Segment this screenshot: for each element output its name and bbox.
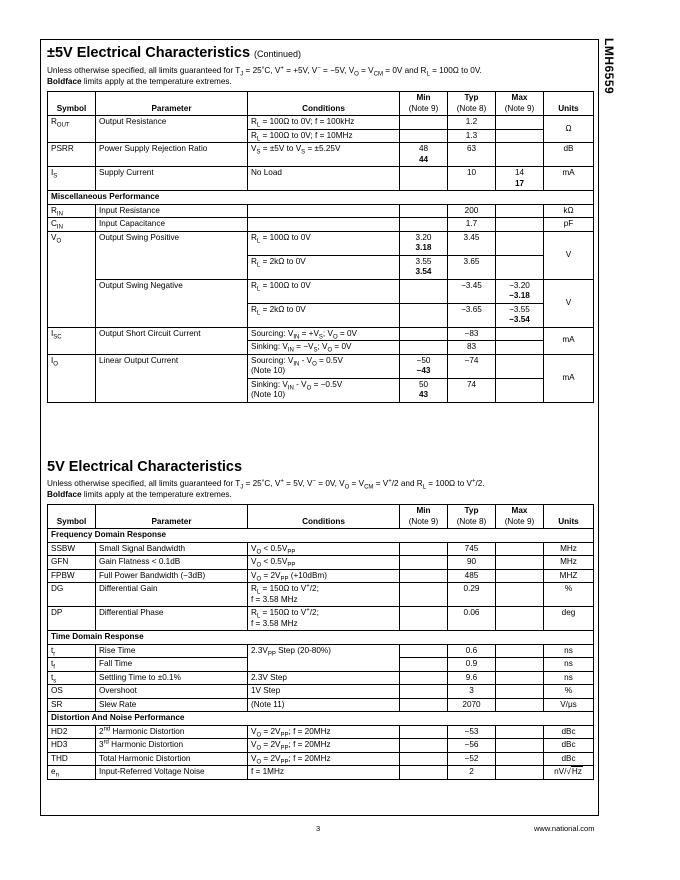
table-row: DG Differential Gain $R_L = 150\Omega$ to V+/2; f = 3.58 MHz 0.29 %	[48, 583, 594, 607]
table-row: $R_{OUT}$ Output Resistance $R_L = 100\Omega$ to 0V; f = 100kHz 1.2 Ω	[48, 116, 594, 130]
table-row: $t_s$ Settling Time to ±0.1% 2.3V Step 9.6 ns	[48, 671, 594, 685]
section-intro: Unless otherwise specified, all limits guaranteed for $T_J$ = 25˚C, V+ = 5V, V− = 0V, $V_O = V_{CM} = V^+/2$ and $R_L = 100\Omega$ to V+/2. Boldface limits apply at the temperature extremes.	[47, 478, 485, 499]
section-title: ±5V Electrical Characteristics (Continued)	[47, 45, 302, 61]
table-row: SSBW Small Signal Bandwidth $V_O < 0.5V_{PP}$ 745 MHz	[48, 542, 594, 556]
side-part-number: LMH6559	[602, 38, 616, 95]
table-row: DP Differential Phase $R_L = 150\Omega$ to V+/2; f = 3.58 MHz 0.06 deg	[48, 607, 594, 631]
table-header: Symbol Parameter Conditions Min (Note 9) Typ (Note 8) Max (Note 9) Units	[48, 505, 594, 529]
section-5v-single	[47, 459, 593, 780]
table-row: FPBW Full Power Bandwidth (−3dB) $V_O = 2V_{PP}$ (+10dBm) 485 MHZ	[48, 569, 594, 583]
group-header: Distortion And Noise Performance	[48, 712, 594, 726]
table-row: $R_L = 2k\Omega$ to 0V 3.55 3.54 3.65	[48, 255, 594, 279]
section-title: 5V Electrical Characteristics	[47, 459, 243, 475]
table-row: THD Total Harmonic Distortion $V_O = 2V_{PP}$; f = 20MHz −52 dBc	[48, 752, 594, 766]
table-row: PSRR Power Supply Rejection Ratio $V_S = \pm 5V$ to $V_S = \pm 5.25V$ 48 44 63 dB	[48, 143, 594, 167]
table-row: GFN Gain Flatness < 0.1dB $V_O < 0.5V_{PP}$ 90 MHz	[48, 556, 594, 570]
table-row: $I_O$ Linear Output Current Sourcing: $V_{IN} - V_O = 0.5V$ (Note 10) −50 −43 −74 mA	[48, 354, 594, 378]
table-row: $I_{SC}$ Output Short Circuit Current Sourcing: $V_{IN} = +V_S$; $V_O = 0V$ −83 mA	[48, 327, 594, 341]
section-intro: Unless otherwise specified, all limits guaranteed for $T_J$ = 25˚C, V+ = +5V, V− = −5V, $V_O = V_{CM} = 0V$ and $R_L = 100\Omega$ to 0V. Boldface limits apply at the temperature extremes.	[47, 65, 482, 86]
group-header: Miscellaneous Performance	[48, 191, 594, 205]
table-row: $t_r$ Rise Time $2.3V_{PP}$ Step (20-80%) 0.6 ns	[48, 644, 594, 658]
footer-website: www.national.com	[534, 824, 595, 833]
table-header: Symbol Parameter Conditions Min (Note 9) Typ (Note 8) Max (Note 9) Units	[48, 92, 594, 116]
section-5v-dual	[47, 45, 593, 403]
table-row: Sinking: $V_{IN} - V_O = -0.5V$ (Note 10) 50 43 74	[48, 378, 594, 402]
table-row: HD2 2nd Harmonic Distortion $V_O = 2V_{PP}$; f = 20MHz −53 dBc	[48, 725, 594, 739]
table-row: Sinking: $V_{IN} = -V_S$; $V_O = 0V$ 83	[48, 341, 594, 355]
table-row: SR Slew Rate (Note 11) 2070 V/μs	[48, 698, 594, 712]
table-row: Output Swing Negative $R_L = 100\Omega$ to 0V −3.45 −3.20 −3.18 V	[48, 279, 594, 303]
table-row: $e_n$ Input-Referred Voltage Noise f = 1MHz 2 nV/√Hz	[48, 766, 594, 780]
table-row: $I_S$ Supply Current No Load 10 14 17 mA	[48, 167, 594, 191]
spec-table-1	[47, 91, 594, 403]
group-header: Frequency Domain Response	[48, 529, 594, 543]
table-row: $R_L = 100\Omega$ to 0V; f = 10MHz 1.3	[48, 129, 594, 143]
table-row: $V_O$ Output Swing Positive $R_L = 100\Omega$ to 0V 3.20 3.18 3.45 V	[48, 231, 594, 255]
spec-table-2	[47, 504, 594, 780]
table-row: $R_L = 2k\Omega$ to 0V −3.65 −3.55 −3.54	[48, 303, 594, 327]
table-row: $C_{IN}$ Input Capacitance 1.7 pF	[48, 218, 594, 232]
table-row: HD3 3rd Harmonic Distortion $V_O = 2V_{PP}$; f = 20MHz −56 dBc	[48, 739, 594, 753]
table-row: OS Overshoot 1V Step 3 %	[48, 685, 594, 699]
table-row: $R_{IN}$ Input Resistance 200 kΩ	[48, 204, 594, 218]
group-header: Time Domain Response	[48, 631, 594, 645]
table-row: $t_f$ Fall Time 0.9 ns	[48, 658, 594, 672]
page-number: 3	[316, 824, 321, 833]
